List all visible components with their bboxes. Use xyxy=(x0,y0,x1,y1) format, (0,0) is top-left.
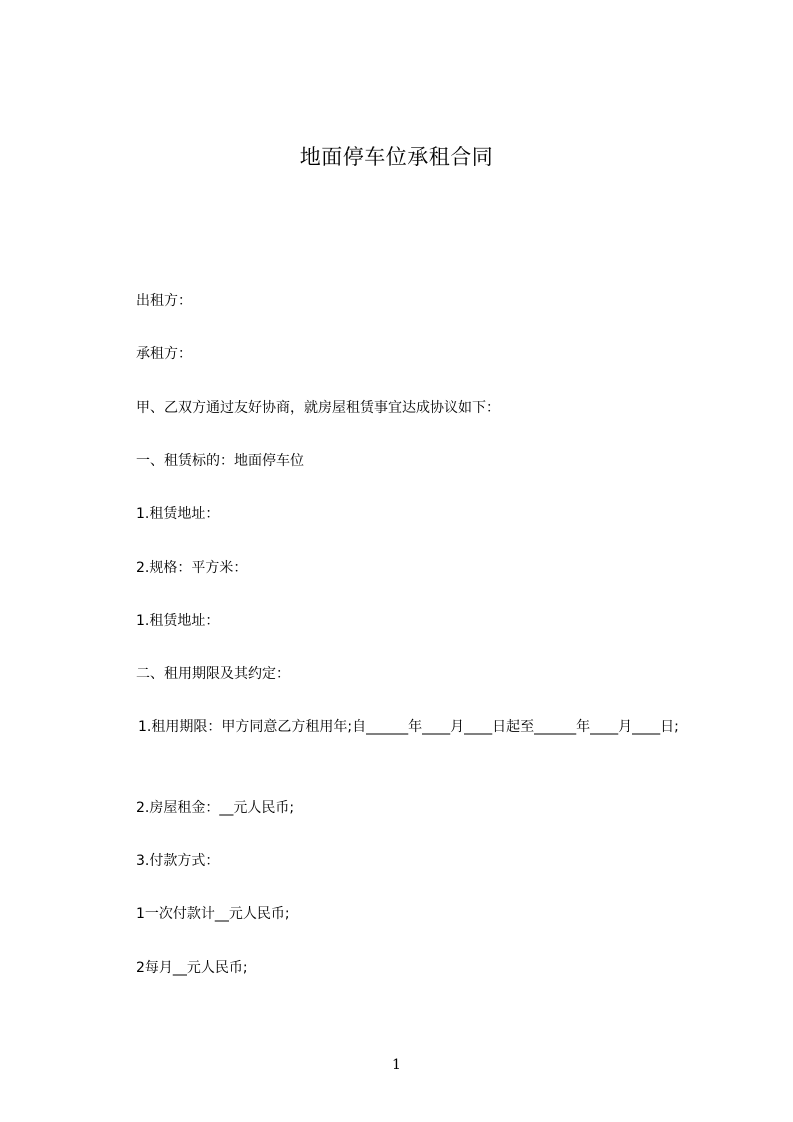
paragraph-lease-address-repeat: 1.租赁地址： xyxy=(136,613,220,629)
paragraph-section-two: 二、租用期限及其约定： xyxy=(136,666,290,682)
paragraph-payment-method: 3.付款方式： xyxy=(136,853,220,869)
paragraph-lessee: 承租方： xyxy=(136,346,192,362)
paragraph-lease-address: 1.租赁地址： xyxy=(136,506,220,522)
paragraph-lessor: 出租方： xyxy=(136,293,192,309)
paragraph-lease-term: 1.租用期限：甲方同意乙方租用年;自______年____月____日起至______年____月____日; xyxy=(138,719,679,735)
paragraph-section-one: 一、租赁标的：地面停车位 xyxy=(136,453,304,469)
paragraph-rent: 2.房屋租金：__元人民币; xyxy=(136,800,295,816)
paragraph-specification: 2.规格：平方米： xyxy=(136,560,248,576)
document-title: 地面停车位承租合同 xyxy=(299,145,494,169)
paragraph-lump-sum: 1一次付款计__元人民币; xyxy=(136,906,290,922)
paragraph-monthly: 2每月__元人民币; xyxy=(136,960,248,976)
page-number: 1 xyxy=(392,1057,401,1073)
paragraph-agreement-intro: 甲、乙双方通过友好协商，就房屋租赁事宜达成协议如下： xyxy=(136,400,500,416)
